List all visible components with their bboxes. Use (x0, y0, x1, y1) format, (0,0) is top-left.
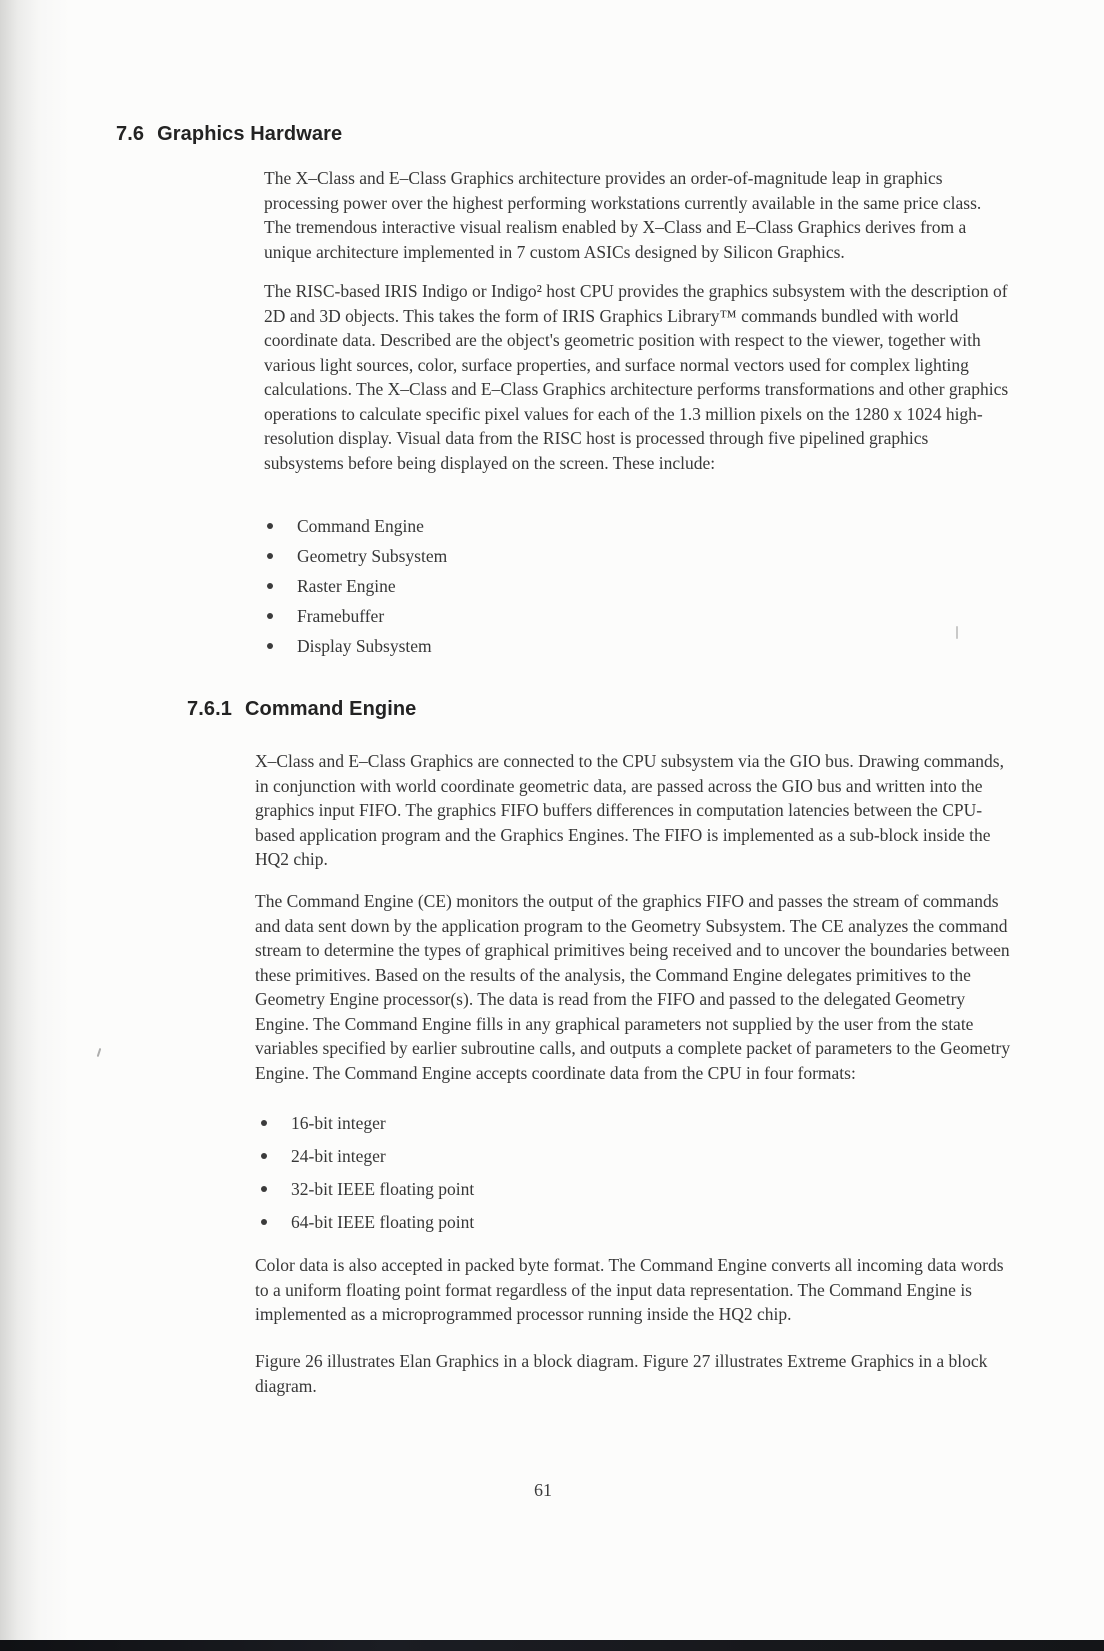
list-item (258, 1173, 474, 1206)
list-item (264, 541, 447, 571)
bullet-icon (267, 613, 273, 619)
paragraph-color-data: Color data is also accepted in packed byte format. The Command Engine converts all incoming data words to a uniform floating point format regardless of the input data representation. The Command Engine is implemented as a microprogrammed processor running inside the HQ2 chip. (255, 1255, 1004, 1324)
section-heading (116, 123, 342, 145)
format-list (258, 1107, 474, 1239)
bullet-icon (267, 643, 273, 649)
bullet-icon (267, 583, 273, 589)
list-item-label: 24-bit integer (291, 1146, 386, 1166)
subsection-number: 7.6.1 (187, 698, 232, 720)
bullet-icon (261, 1219, 267, 1225)
list-item (264, 631, 447, 661)
scan-artifact (97, 1048, 102, 1057)
list-item-label: 32-bit IEEE floating point (291, 1179, 475, 1199)
list-item-label: Command Engine (297, 516, 424, 536)
section-title: Graphics Hardware (157, 123, 343, 145)
subsection-heading (187, 698, 416, 720)
scan-binding-shadow (0, 0, 70, 1651)
subsystem-list (264, 511, 447, 661)
paragraph-figure-refs: Figure 26 illustrates Elan Graphics in a block diagram. Figure 27 illustrates Extreme Graphics in a block diagram. (255, 1351, 988, 1396)
page-number: 61 (534, 1480, 552, 1500)
list-item (258, 1206, 474, 1239)
subsection-title: Command Engine (244, 698, 417, 720)
list-item-label: Geometry Subsystem (297, 546, 448, 566)
list-item (264, 511, 447, 541)
list-item-label: 16-bit integer (291, 1113, 386, 1133)
bullet-icon (267, 523, 273, 529)
bullet-icon (261, 1120, 267, 1126)
paragraph-command-engine: The Command Engine (CE) monitors the output of the graphics FIFO and passes the stream of commands and data sent down by the application program to the Geometry Subsystem. The CE analyzes the command stream to determine the types of graphical primitives being received and to uncover the boundaries between these primitives. Based on the results of the analysis, the Command Engine delegates primitives to the Geometry Engine processor(s). The data is read from the FIFO and passed to the delegated Geometry Engine. The Command Engine fills in any graphical parameters not supplied by the user from the state variables specified by earlier subroutine calls, and outputs a complete packet of parameters to the Geometry Engine. The Command Engine accepts coordinate data from the CPU in four formats: (255, 891, 1011, 1083)
bullet-icon (261, 1153, 267, 1159)
section-number: 7.6 (116, 123, 145, 145)
list-item-label: Display Subsystem (297, 636, 432, 656)
list-item (258, 1107, 474, 1140)
bullet-icon (261, 1186, 267, 1192)
list-item (264, 571, 447, 601)
list-item-label: Framebuffer (297, 606, 385, 626)
list-item-label: Raster Engine (297, 576, 396, 596)
bullet-icon (267, 553, 273, 559)
list-item (258, 1140, 474, 1173)
paragraph-overview: The X–Class and E–Class Graphics architecture provides an order-of-magnitude leap in graphics processing power over the highest performing workstations currently available in the same price class. The tremendous interactive visual realism enabled by X–Class and E–Class Graphics derives from a unique architecture implemented in 7 custom ASICs designed by Silicon Graphics. (264, 168, 982, 262)
scan-artifact (956, 626, 958, 639)
paragraph-pipeline: The RISC-based IRIS Indigo or Indigo² host CPU provides the graphics subsystem with the description of 2D and 3D objects. This takes the form of IRIS Graphics Library™ commands bundled with world coordinate data. Described are the object's geometric position with respect to the viewer, together with various light sources, color, surface properties, and surface normal vectors used for complex lighting calculations. The X–Class and E–Class Graphics architecture performs transformations and other graphics operations to calculate specific pixel values for each of the 1.3 million pixels on the 1280 x 1024 high-resolution display. Visual data from the RISC host is processed through five pipelined graphics subsystems before being displayed on the screen. These include: (264, 281, 1009, 473)
scan-bottom-edge (0, 1640, 1104, 1651)
paragraph-gio-bus: X–Class and E–Class Graphics are connected to the CPU subsystem via the GIO bus. Drawing commands, in conjunction with world coordinate geometric data, are passed across the GIO bus and written into the graphics input FIFO. The graphics FIFO buffers differences in computation latencies between the CPU-based application program and the Graphics Engines. The FIFO is implemented as a sub-block inside the HQ2 chip. (255, 751, 1004, 869)
list-item (264, 601, 447, 631)
list-item-label: 64-bit IEEE floating point (291, 1212, 475, 1232)
